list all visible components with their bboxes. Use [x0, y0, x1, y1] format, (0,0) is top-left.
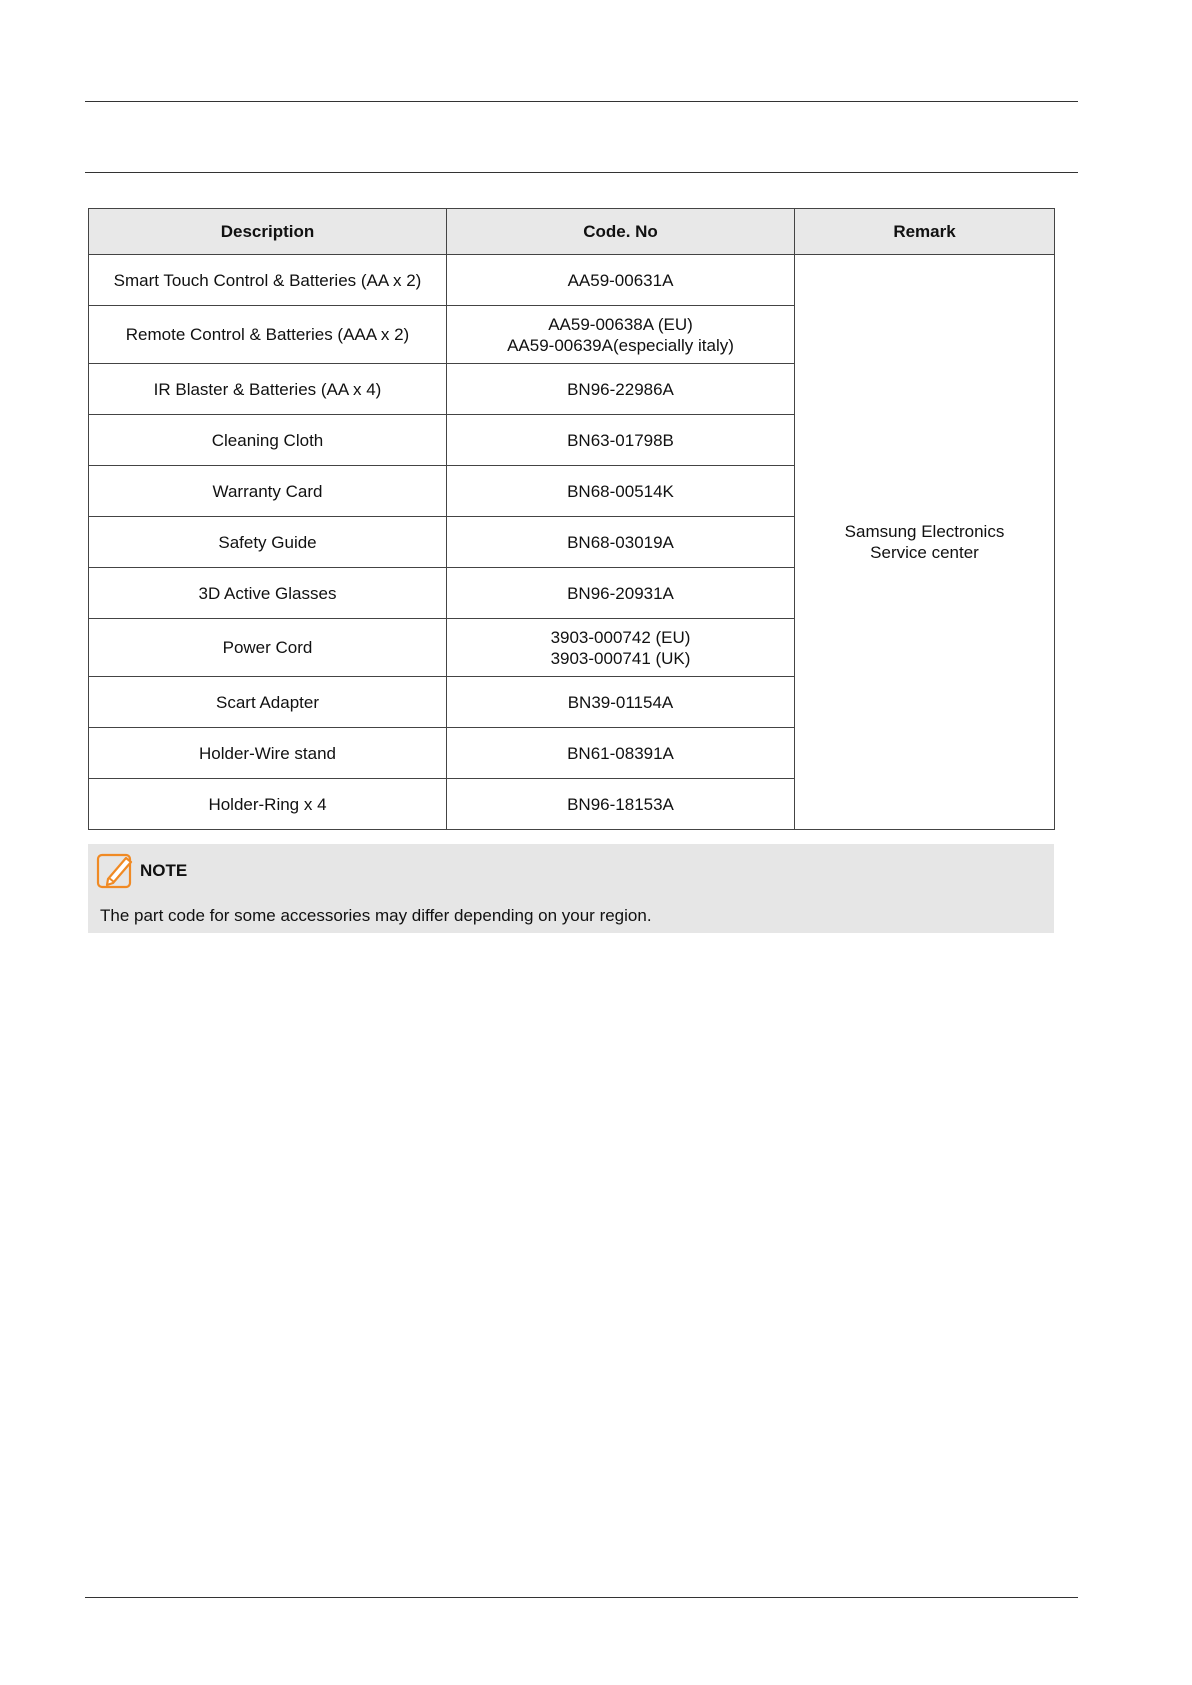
- remark-line: Samsung Electronics: [844, 522, 1005, 541]
- code-value: BN68-03019A: [567, 532, 674, 552]
- description-cell: 3D Active Glasses: [89, 568, 447, 619]
- description-cell: Remote Control & Batteries (AAA x 2): [89, 306, 447, 364]
- description-cell: Cleaning Cloth: [89, 415, 447, 466]
- header-remark: Remark: [795, 209, 1055, 255]
- note-box: [88, 844, 1054, 933]
- description-cell: Warranty Card: [89, 466, 447, 517]
- description-cell: Holder-Wire stand: [89, 728, 447, 779]
- table-row: [89, 255, 1055, 306]
- code-value: BN68-00514K: [567, 481, 674, 501]
- code-cell: [447, 517, 795, 568]
- note-text: The part code for some accessories may differ depending on your region.: [100, 906, 652, 925]
- remark-line: Service center: [870, 543, 979, 562]
- code-cell: [447, 255, 795, 306]
- code-value: 3903-000741 (UK): [550, 648, 691, 668]
- header-code-no: Code. No: [447, 209, 795, 255]
- code-value: BN61-08391A: [567, 743, 674, 763]
- description-cell: Smart Touch Control & Batteries (AA x 2): [89, 255, 447, 306]
- code-cell: [447, 619, 795, 677]
- footer-rule: [85, 1597, 1078, 1598]
- code-cell: [447, 728, 795, 779]
- remark-cell: [795, 255, 1055, 830]
- code-value: BN39-01154A: [567, 692, 674, 712]
- code-cell: [447, 779, 795, 830]
- code-cell: [447, 415, 795, 466]
- code-cell: [447, 677, 795, 728]
- description-cell: Scart Adapter: [89, 677, 447, 728]
- code-value: BN96-18153A: [567, 794, 674, 814]
- code-cell: [447, 364, 795, 415]
- header-bottom-rule: [85, 172, 1078, 173]
- description-cell: Safety Guide: [89, 517, 447, 568]
- code-value: BN96-20931A: [567, 583, 674, 603]
- header-description: Description: [89, 209, 447, 255]
- code-value: BN96-22986A: [567, 379, 674, 399]
- note-title: NOTE: [140, 861, 188, 880]
- code-value: AA59-00631A: [567, 270, 674, 290]
- header-top-rule: [85, 101, 1078, 102]
- description-cell: Power Cord: [89, 619, 447, 677]
- accessory-table: [88, 208, 1055, 830]
- code-value: BN63-01798B: [567, 430, 674, 450]
- table-body: [89, 255, 1055, 830]
- code-value: AA59-00639A(especially italy): [507, 335, 734, 355]
- description-cell: Holder-Ring x 4: [89, 779, 447, 830]
- code-value: AA59-00638A (EU): [548, 314, 693, 334]
- code-cell: [447, 466, 795, 517]
- code-cell: [447, 306, 795, 364]
- code-value: 3903-000742 (EU): [550, 627, 691, 647]
- code-cell: [447, 568, 795, 619]
- note-pencil-icon: [96, 852, 134, 890]
- table-header-row: [89, 209, 1055, 255]
- description-cell: IR Blaster & Batteries (AA x 4): [89, 364, 447, 415]
